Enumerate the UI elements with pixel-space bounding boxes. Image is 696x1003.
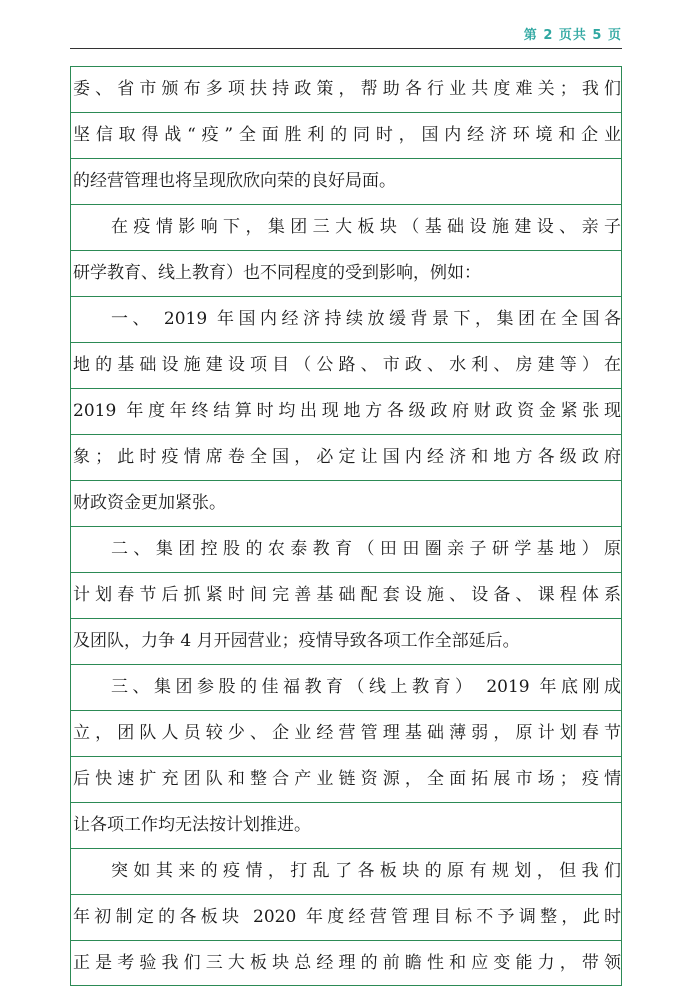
text-line: 象；此时疫情席卷全国，必定让国内经济和地方各级政府 xyxy=(70,434,622,480)
text-line: 2019 年度年终结算时均出现地方各级政府财政资金紧张现 xyxy=(70,388,622,434)
text-line: 三、集团参股的佳福教育（线上教育） 2019 年底刚成 xyxy=(70,664,622,710)
text-line: 一、 2019 年国内经济持续放缓背景下，集团在全国各 xyxy=(70,296,622,342)
text-line: 及团队，力争 4 月开园营业；疫情导致各项工作全部延后。 xyxy=(70,618,622,664)
text-line: 的经营管理也将呈现欣欣向荣的良好局面。 xyxy=(70,158,622,204)
text-line: 计划春节后抓紧时间完善基础配套设施、设备、课程体系 xyxy=(70,572,622,618)
document-body xyxy=(70,66,622,996)
text-line: 在疫情影响下，集团三大板块（基础设施建设、亲子 xyxy=(70,204,622,250)
text-line: 二、集团控股的农泰教育（田田圈亲子研学基地）原 xyxy=(70,526,622,572)
page-indicator: 第 2 页共 5 页 xyxy=(523,28,622,43)
text-line: 委、省市颁布多项扶持政策，帮助各行业共度难关；我们 xyxy=(70,66,622,112)
text-line: 年初制定的各板块 2020 年度经营管理目标不予调整，此时 xyxy=(70,894,622,940)
text-line: 让各项工作均无法按计划推进。 xyxy=(70,802,622,848)
text-line: 坚信取得战“疫”全面胜利的同时，国内经济环境和企业 xyxy=(70,112,622,158)
text-line: 财政资金更加紧张。 xyxy=(70,480,622,526)
text-line: 研学教育、线上教育）也不同程度的受到影响，例如： xyxy=(70,250,622,296)
text-line: 地的基础设施建设项目（公路、市政、水利、房建等）在 xyxy=(70,342,622,388)
page-header xyxy=(70,0,622,49)
text-line: 后快速扩充团队和整合产业链资源，全面拓展市场；疫情 xyxy=(70,756,622,802)
text-line: 突如其来的疫情，打乱了各板块的原有规划，但我们 xyxy=(70,848,622,894)
text-line: 正是考验我们三大板块总经理的前瞻性和应变能力，带领 xyxy=(70,940,622,986)
text-line: 立，团队人员较少、企业经营管理基础薄弱，原计划春节 xyxy=(70,710,622,756)
